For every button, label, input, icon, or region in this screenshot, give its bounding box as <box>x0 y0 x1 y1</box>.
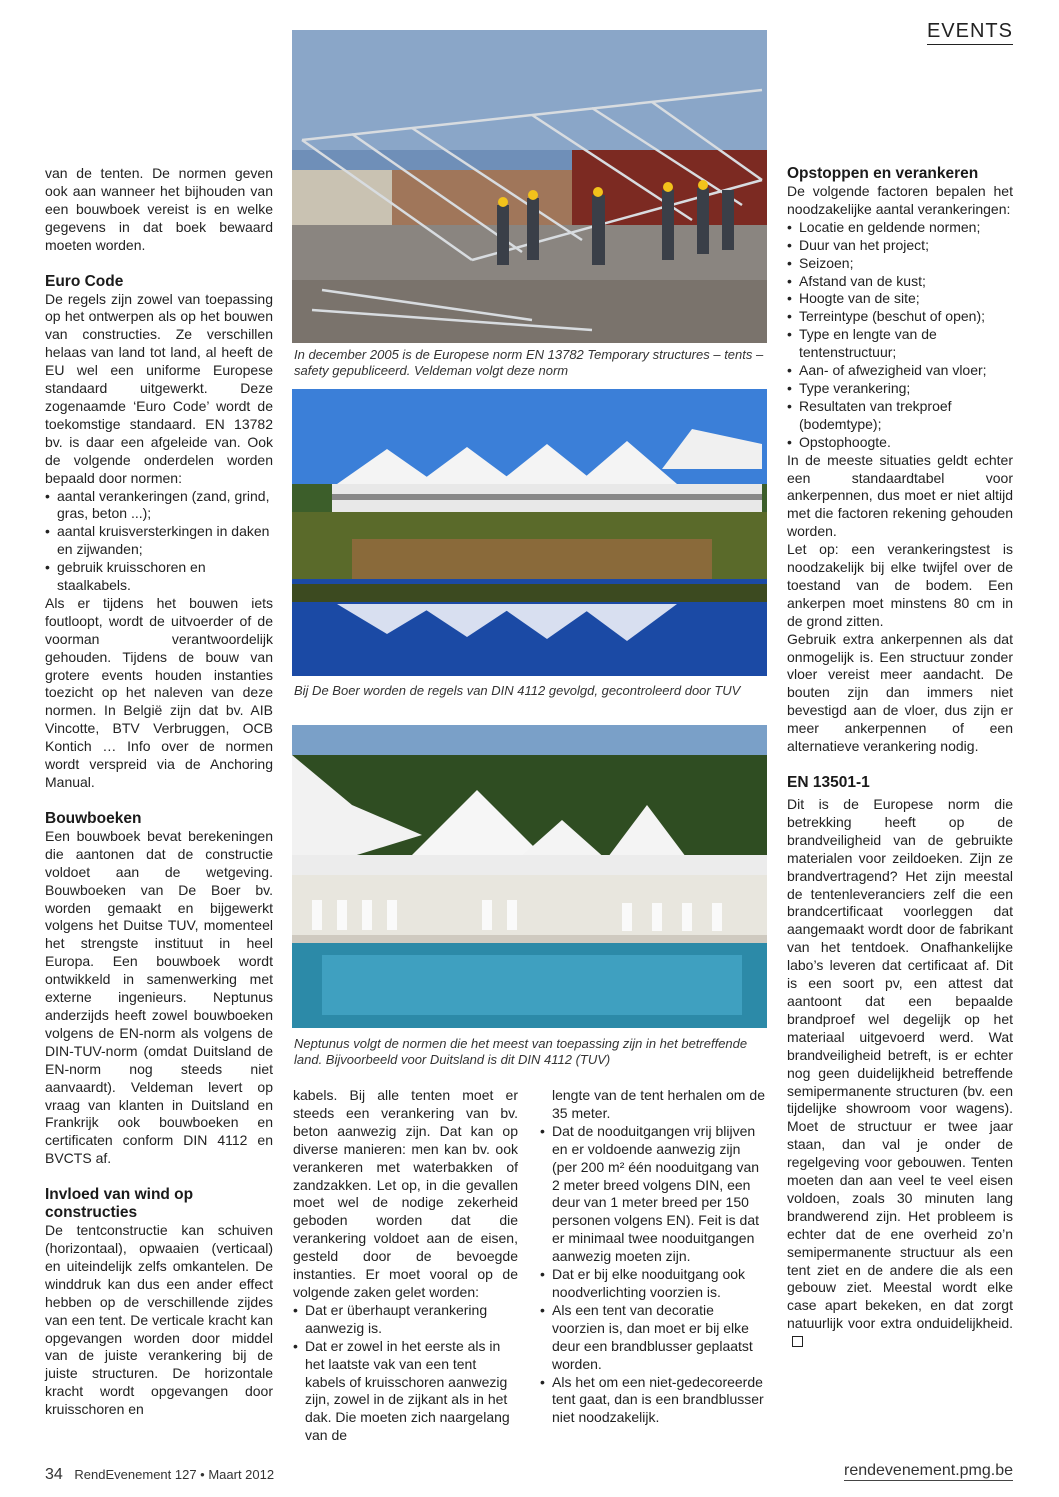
responsibility-paragraph: Als er tijdens het bouwen iets foutloopt, wordt de uitvoerder of de voorman verantwoordelijk gehouden. Tijdens de bouw van grotere events houden instanties toezicht op het naleven van deze normen. In België zijn dat bv. AIB Vincotte, BTV Verbruggen, OCB Kontich … Info over de normen wordt verspreid via de Anchoring Manual. <box>45 594 273 790</box>
list-item: • Dat er zowel in het eerste als in het laatste vak van een tent kabels of kruisschoren aanwezig zijn, zowel in de zijkant als in het dak. Die moeten zich naargelang van de <box>293 1338 518 1445</box>
list-item: • Seizoen; <box>787 255 1013 273</box>
heading-bouwboeken: Bouwboeken <box>45 809 142 827</box>
list-item: • aantal kruisversterkingen in daken en zijwanden; <box>45 523 273 559</box>
list-item: • Opstophoogte. <box>787 434 1013 452</box>
heading-wind: Invloed van wind op constructies <box>45 1186 194 1222</box>
list-item: • Locatie en geldende normen; <box>787 219 1013 237</box>
factors-list <box>787 219 1013 452</box>
extra-anchors-paragraph: Gebruik extra ankerpennen als dat onmogelijk is. Een structuur zonder vloer vereist meer aandacht. De bouten zijn dan immers niet bevestigd aan de vloer, dus zijn er meer ankerpennen of een alternatieve verankering nodig. <box>787 630 1013 755</box>
heading-en-13501: EN 13501-1 <box>787 774 870 791</box>
end-mark-icon <box>792 1336 803 1347</box>
list-item: • aantal verankeringen (zand, grind, gras, beton ...); <box>45 488 273 524</box>
list-item: • Dat er bij elke nooduitgang ook noodverlichting voorzien is. <box>540 1266 765 1302</box>
list-item: • Als het om een niet-gedecoreerde tent gaat, dan is een brandblusser niet noodzakelijk. <box>540 1374 765 1428</box>
heading-euro-code: Euro Code <box>45 272 124 290</box>
section-label: EVENTS <box>927 20 1013 45</box>
heading-opstoppen: Opstoppen en verankeren <box>787 165 979 182</box>
issue-info: RendEvenement 127 • Maart 2012 <box>74 1467 275 1482</box>
list-item: • Resultaten van trekproef (bodemtype); <box>787 398 1013 434</box>
list-item: • Aan- of afwezigheid van vloer; <box>787 362 1013 380</box>
website-link[interactable]: rendevenement.pmg.be <box>844 1462 1013 1479</box>
opstoppen-paragraph: De volgende factoren bepalen het noodzakelijke aantal verankeringen: <box>787 183 1013 217</box>
list-item: • Afstand van de kust; <box>787 273 1013 291</box>
caption-photo-2: Bij De Boer worden de regels van DIN 4112 gevolgd, gecontroleerd door TUV <box>294 683 741 698</box>
list-item: • Duur van het project; <box>787 237 1013 255</box>
bouwboeken-paragraph: Een bouwboek bevat berekeningen die aantonen dat de constructie voldoet aan de wetgeving. Bouwboeken van De Boer bv. worden gemaakt en bijgewerkt volgens het Duitse TUV, momenteel het strengste instituut in heel Europa. Een bouwboek wordt ontwikkeld in samenwerking met externe ingenieurs. Neptunus anderzijds heeft zowel bouwboeken volgens de EN-norm als volgens de DIN-TUV-norm (omdat Duitsland de EN-norm nog steeds niet aanvaardt). Veldeman levert op vraag van klanten in Duitsland en Frankrijk ook bouwboeken en certificaten conform DIN 4112 en BVCTS af. <box>45 827 273 1167</box>
list-item: • Als een tent van decoratie voorzien is, dan moet er bij elke deur een brandblusser geplaatst worden. <box>540 1302 765 1374</box>
fire-safety-text: Dit is de Europese norm die betrekking heeft op de brandveiligheid van de gebruikte materialen voor zeildoeken. Zijn ze brandvertragend? Het zijn meestal de tentenleveranciers zelf die een brandcertificaat voorleggen dat aangemaakt wordt door de fabrikant van het tentdoek. Onafhankelijke labo’s leveren dat certificaat af. Dit is een soort pv, een attest dat aantoont dat een bepaalde brandproef wel degelijk op het materiaal uitgevoerd werd. Wat brandveiligheid betreft, is er echter nog geen duidelijkheid betreffende semipermanente structuren (bv. een tijdelijke showroom voor wagens). Moet de structuur er twee jaar staan, dan val je onder de regelgeving voor gebouwen. Tenten moeten dan aan veel te veel eisen voldoen, zoals 30 minuten lang brandwerend zijn. Het probleem is echter dat de ene overheid zo’n semipermanente structuur als een tent ziet en de andere die als een gebouw ziet. Meestal wordt elke case apart bekeken, en dat zorgt natuurlijk voor extra onduidelijkheid. <box>787 796 1013 1332</box>
intro-paragraph: van de tenten. De normen geven ook aan wanneer het bijhouden van een bouwboek vereist is en welke gegevens in dat boek bewaard moeten worden. <box>45 165 273 253</box>
continuation-paragraph: lengte van de tent herhalen om de 35 meter. <box>552 1087 765 1121</box>
column-mid-left <box>293 1087 518 1445</box>
list-item: • Hoogte van de site; <box>787 290 1013 308</box>
list-item: • Dat er überhaupt verankering aanwezig is. <box>293 1302 518 1338</box>
column-right <box>787 165 1013 1351</box>
caption-photo-3: Neptunus volgt de normen die het meest van toepassing zijn in het betreffende land. Bijvoorbeeld voor Duitsland is dit DIN 4112 (TUV) <box>294 1036 748 1067</box>
footer-left <box>45 1466 274 1484</box>
fire-safety-paragraph <box>787 796 1013 1351</box>
page-number: 34 <box>45 1466 63 1483</box>
list-item: • Dat de nooduitgangen vrij blijven en er voldoende aanwezig zijn (per 200 m² één nooduitgang van 2 meter breed volgens DIN, een deur van 1 meter breed per 150 personen volgens EN). Feit is dat er minimaal twee nooduitgangen aanwezig moeten zijn. <box>540 1123 765 1266</box>
column-left <box>45 165 273 1419</box>
column-mid-right <box>540 1087 765 1427</box>
list-item: • Type verankering; <box>787 380 1013 398</box>
anchoring-paragraph: kabels. Bij alle tenten moet er steeds een verankering van bv. beton aanwezig zijn. Dat kan op diverse manieren: men kan bv. ook verankeren met waterbakken of zandzakken. Let op, in die gevallen moet wel de nodige zekerheid geboden worden dat die verankering voldoet aan de eisen, gesteld door de bevoegde instanties. Er moet vooral op de volgende zaken gelet worden: <box>293 1087 518 1300</box>
photo-pagoda-pool <box>292 725 767 1028</box>
euro-code-paragraph: De regels zijn zowel van toepassing op het ontwerpen als op het bouwen van constructies. Ze verschillen helaas van land tot land, al heeft de EU wel een uniforme Europese standaard uitgewerkt. Deze zogenaamde ‘Euro Code’ wordt de toekomstige standaard. EN 13782 bv. is daar een afgeleide van. Ook de volgende onderdelen worden bepaald door normen: <box>45 290 273 486</box>
anchor-test-paragraph: Let op: een verankeringstest is noodzakelijk bij elke twijfel over de toestand van de bodem. Een ankerpen moet minstens 80 cm in de grond zitten. <box>787 541 1013 629</box>
photo-tent-construction <box>292 30 767 343</box>
list-item: • gebruik kruisschoren en staalkabels. <box>45 559 273 595</box>
list-item: • Type en lengte van de tentenstructuur; <box>787 326 1013 362</box>
norms-list <box>45 488 273 595</box>
checks-list-continued <box>540 1123 765 1427</box>
photo-tents-lake <box>292 389 767 676</box>
wind-paragraph: De tentconstructie kan schuiven (horizontaal), opwaaien (verticaal) en uiteindelijk zelfs omkantelen. De winddruk kan dus een ander effect hebben op de verschillende zijdes van een tent. De verticale kracht kan opgevangen worden door middel van de juiste verankering bij de juiste structuren. De horizontale kracht wordt opgevangen door kruisschoren en <box>45 1222 273 1418</box>
caption-photo-1: In december 2005 is de Europese norm EN 13782 Temporary structures – tents – safety gepubliceerd. Veldeman volgt deze norm <box>294 347 764 378</box>
standard-table-paragraph: In de meeste situaties geldt echter een standaardtabel voor ankerpennen, dus moet er niet altijd met die factoren rekening gehouden worden. <box>787 451 1013 540</box>
checks-list <box>293 1302 518 1445</box>
list-item: • Terreintype (beschut of open); <box>787 308 1013 326</box>
